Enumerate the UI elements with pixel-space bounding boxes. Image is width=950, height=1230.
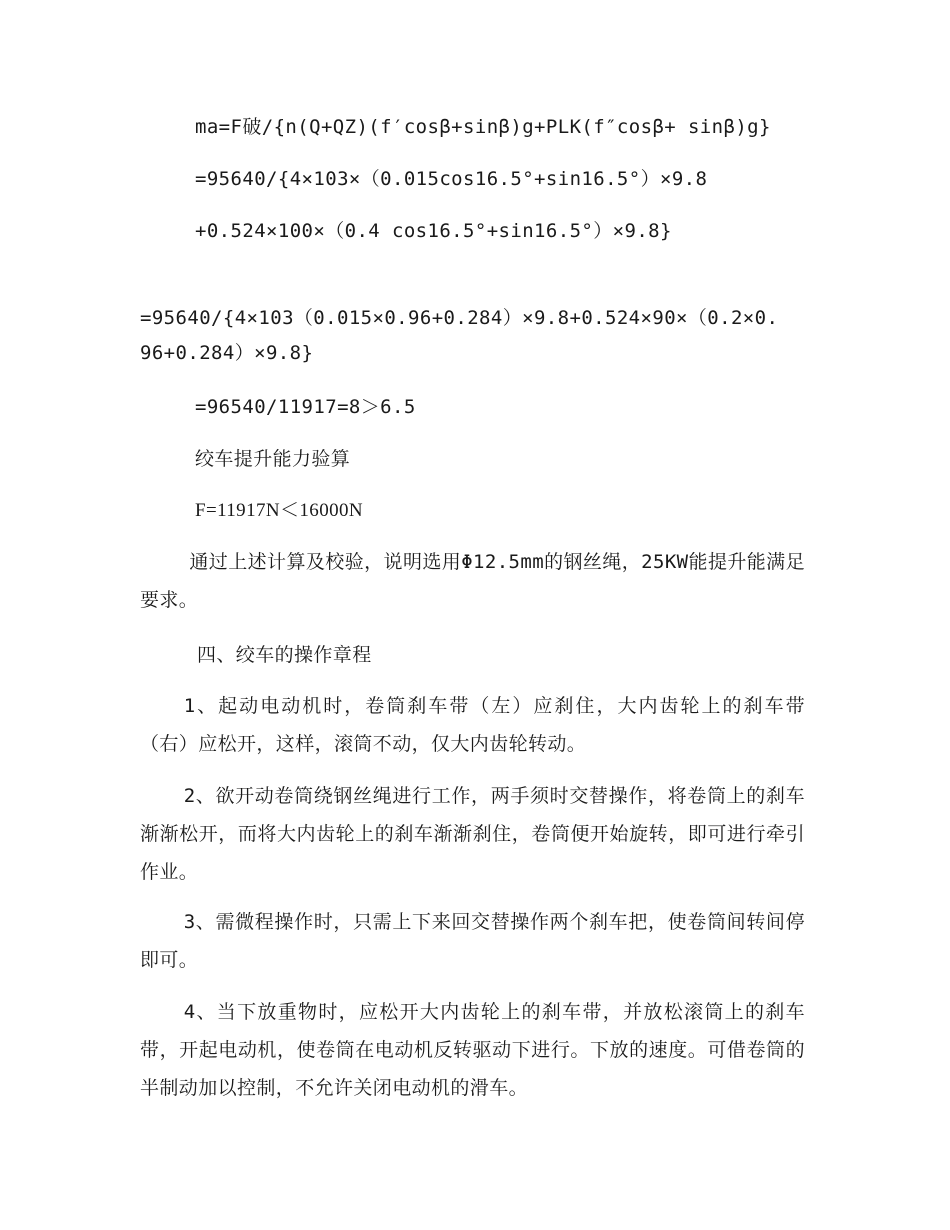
section-title: 四、绞车的操作章程 bbox=[197, 644, 372, 666]
operation-item-3: 3、需微程操作时，只需上下来回交替操作两个刹车把，使卷筒间转间停即可。 bbox=[140, 911, 805, 971]
formula-line-1: ma=F破/{n(Q+QZ)(f′cosβ+sinβ)g+PLK(f″cosβ+ sinβ)g} bbox=[195, 116, 771, 138]
formula-line-2: =95640/{4×103×（0.015cos16.5°+sin16.5°）×9.8 bbox=[195, 168, 708, 190]
formula-line-5: =96540/11917=8＞6.5 bbox=[195, 396, 416, 418]
check-formula: F=11917N＜16000N bbox=[195, 500, 364, 521]
operation-item-4: 4、当下放重物时，应松开大内齿轮上的刹车带，并放松滚筒上的刹车带，开起电动机，使卷筒在电动机反转驱动下进行。下放的速度。可借卷筒的半制动加以控制，不允许关闭电动机的滑车。 bbox=[140, 1001, 805, 1099]
formula-line-4a: =95640/{4×103（0.015×0.96+0.284）×9.8+0.524×90×（0.2×0. bbox=[140, 307, 779, 329]
check-heading: 绞车提升能力验算 bbox=[195, 448, 351, 470]
operation-item-2: 2、欲开动卷筒绕钢丝绳进行工作，两手须时交替操作，将卷筒上的刹车渐渐松开，而将大内齿轮上的刹车渐渐刹住，卷筒便开始旋转，即可进行牵引作业。 bbox=[140, 785, 805, 883]
operation-item-1: 1、起动电动机时，卷筒刹车带（左）应刹住，大内齿轮上的刹车带（右）应松开，这样，滚筒不动，仅大内齿轮转动。 bbox=[140, 695, 805, 755]
check-conclusion: 通过上述计算及校验，说明选用Φ12.5mm的钢丝绳，25KW能提升能满足要求。 bbox=[140, 551, 805, 611]
formula-line-3: +0.524×100×（0.4 cos16.5°+sin16.5°）×9.8} bbox=[195, 220, 672, 242]
formula-line-4b: 96+0.284）×9.8} bbox=[140, 342, 314, 364]
